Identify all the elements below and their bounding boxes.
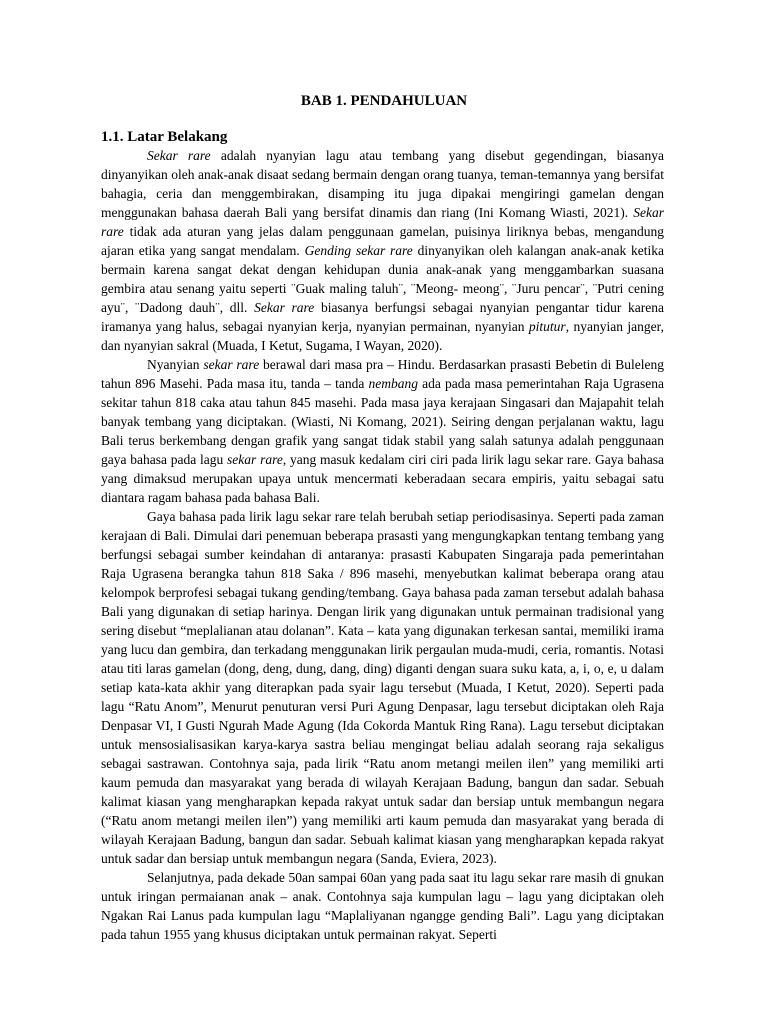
paragraph (101, 868, 664, 944)
italic-text: Sekar rare (254, 300, 315, 315)
italic-text: sekar rare (227, 452, 283, 467)
italic-text: Sekar rare (101, 205, 664, 239)
body-text (101, 146, 664, 944)
text-run: Gaya bahasa pada lirik lagu sekar rare telah berubah setiap periodisasinya. Seperti pada zaman kerajaan di Bali. Dimulai dari penemuan beberapa prasasti yang mengungkapkan tentang tembang yang berfungsi sebagai sumber keindahan di antaranya: prasasti Kabupaten Singaraja pada pemerintahan Raja Ugrasena berangka tahun 818 Saka / 896 masehi, menyebutkan kalimat beberapa orang atau kelompok berprofesi sebagai tukang gending/tembang. Gaya bahasa pada zaman tersebut adalah bahasa Bali yang digunakan di setiap harinya. Dengan lirik yang digunakan untuk permainan tradisional yang sering disebut “meplalianan atau dolanan”. Kata – kata yang digunakan terkesan santai, memiliki irama yang lucu dan gembira, dan terkadang menggunakan lirik pergaulan muda-mudi, ceria, romantis. Notasi atau titi laras gamelan (dong, deng, dung, dang, ding) diganti dengan suara suku kata, a, i, o, e, u dalam setiap kata-kata akhir yang diterapkan pada syair lagu tersebut (Muada, I Ketut, 2020). Seperti pada lagu “Ratu Anom”, Menurut penuturan versi Puri Agung Denpasar, lagu tersebut diciptakan oleh Raja Denpasar VI, I Gusti Ngurah Made Agung (Ida Cokorda Mantuk Ring Rana). Lagu tersebut diciptakan untuk mensosialisasikan karya-karya sastra beliau mengingat beliau adalah seorang raja sekaligus sebagai sastrawan. Contohnya saja, pada lirik “Ratu anom metangi meilen ilen” yang memiliki arti kaum pemuda dan masyarakat yang berada di wilayah Kerajaan Badung, bangun dan sadar. Sebuah kalimat kiasan yang mengharapkan kepada rakyat untuk sadar dan bersiap untuk membangun negara (“Ratu anom metangi meilen ilen”) yang memiliki arti kaum pemuda dan masyarakat yang berada di wilayah Kerajaan Badung, bangun dan sadar. Sebuah kalimat kiasan yang mengharapkan kepada rakyat untuk sadar dan bersiap untuk membangun negara (Sanda, Eviera, 2023). (101, 509, 664, 866)
italic-text: sekar rare (203, 357, 260, 372)
paragraph (101, 146, 664, 355)
italic-text: nembang (368, 376, 418, 391)
italic-text: Gending sekar rare (304, 243, 413, 258)
text-run: tidak ada aturan yang jelas dalam penggunaan gamelan, puisinya liriknya bebas, mengandung ajaran etika yang sangat mendalam. (101, 224, 664, 258)
section-heading: 1.1. Latar Belakang (101, 129, 228, 145)
paragraph (101, 507, 664, 868)
text-run: ada pada masa pemerintahan Raja Ugrasena sekitar tahun 818 caka atau tahun 845 masehi. Pada masa jaya kerajaan Singasari dan Majapahit telah banyak tembang yang diciptakan. (Wiasti, Ni Komang, 2021). Seiring dengan perjalanan waktu, lagu Bali terus berkembang dengan grafik yang sangat tidak stabil yang salah satunya adalah penggunaan gaya bahasa pada lagu (101, 376, 665, 467)
italic-text: Sekar rare (147, 148, 211, 163)
text-run: dinyanyikan oleh kalangan anak-anak ketika bermain karena sangat dekat dengan kehidupan dunia anak-anak yang menggambarkan suasana gembira atau senang yaitu seperti ¨Guak maling taluh¨, ¨Meong- meong¨, ¨Juru pencar¨, ¨Putri cening ayu¨, ¨Dadong dauh¨, dll. (101, 243, 665, 315)
italic-text: pitutur (528, 319, 566, 334)
text-run: Selanjutnya, pada dekade 50an sampai 60an yang pada saat itu lagu sekar rare masih di gnukan untuk iringan permaianan anak – anak. Contohnya saja kumpulan lagu – lagu yang diciptakan oleh Ngakan Rai Lanus pada kumpulan lagu “Maplaliyanan ngangge gending Bali”. Lagu yang diciptakan pada tahun 1955 yang khusus diciptakan untuk permainan rakyat. Seperti (101, 870, 664, 942)
text-run: , nyanyian janger, dan nyanyian sakral (Muada, I Ketut, Sugama, I Wayan, 2020). (101, 319, 664, 353)
text-run: , yang masuk kedalam ciri ciri pada lirik lagu sekar rare. Gaya bahasa yang dimaksud merupakan upaya untuk mencermati keberadaan secara empiris, yaitu sebagai satu diantara ragam bahasa pada bahasa Bali. (101, 452, 664, 505)
text-run: Nyanyian (147, 357, 204, 372)
text-run: berawal dari masa pra – Hindu. Berdasarkan prasasti Bebetin di Buleleng tahun 896 Masehi. Pada masa itu, tanda – tanda (101, 357, 665, 391)
chapter-title: BAB 1. PENDAHULUAN (300, 93, 468, 109)
text-run: adalah nyanyian lagu atau tembang yang disebut gegendingan, biasanya dinyanyikan oleh anak-anak disaat sedang bermain dengan orang tuanya, teman-temannya yang bersifat bahagia, ceria dan menggembirakan, disamping itu juga dipakai mengiringi gamelan dengan menggunakan bahasa daerah Bali yang bersifat dinamis dan riang (Ini Komang Wiasti, 2021). (101, 148, 664, 220)
text-run: biasanya berfungsi sebagai nyanyian pengantar tidur karena iramanya yang halus, sebagai nyanyian kerja, nyanyian permainan, nyanyian (101, 300, 665, 334)
paragraph (101, 355, 664, 507)
